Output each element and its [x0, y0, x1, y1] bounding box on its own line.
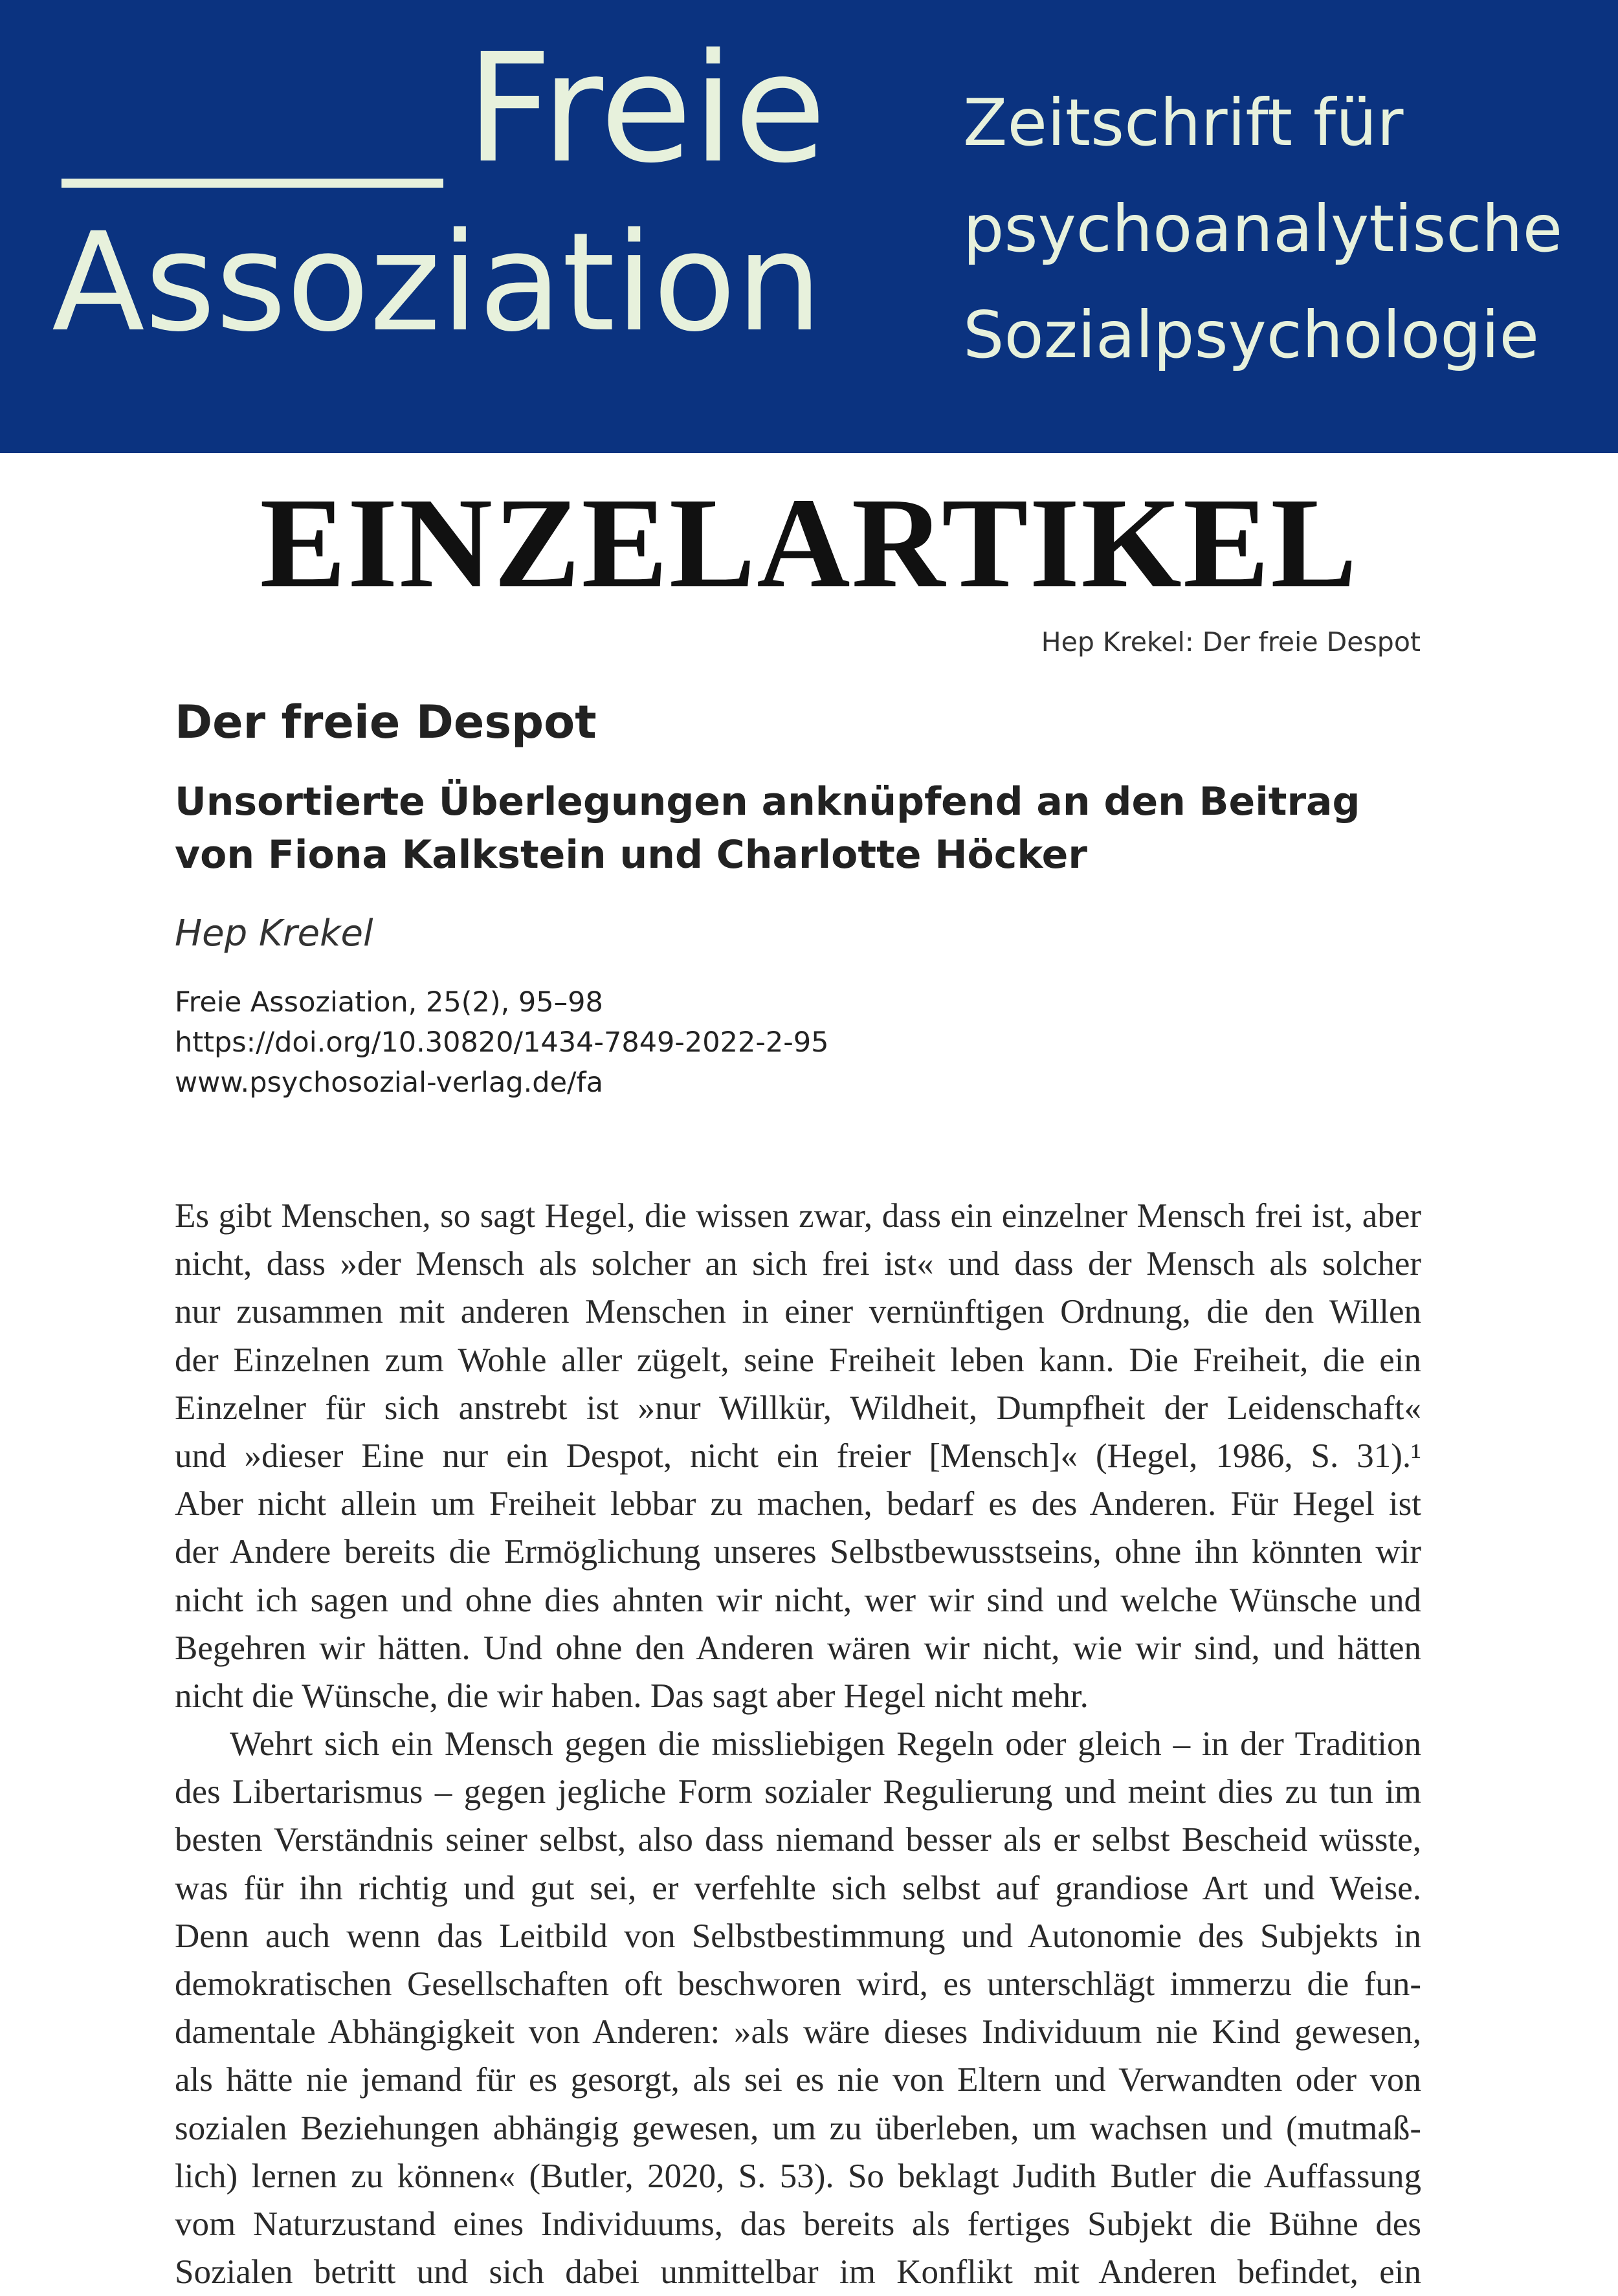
- publisher-link[interactable]: www.psychosozial-verlag.de/fa: [175, 1066, 604, 1099]
- banner-title-assoziation: Assoziation: [52, 203, 823, 362]
- article-subtitle-line: Unsortierte Überlegungen anknüpfend an den Beitrag: [175, 779, 1360, 824]
- body-line: sozialen Beziehungen abhängig gewesen, um zu überleben, um wachsen und (mutmaß-: [175, 2109, 1421, 2147]
- banner-subtitle-line: Sozialpsychologie: [963, 297, 1540, 373]
- body-line: damentale Abhängigkeit von Anderen: »als wäre dieses Individuum nie Kind gewesen,: [175, 2013, 1421, 2051]
- body-line: vom Naturzustand eines Individuums, das bereits als fertiges Subjekt die Bühne des: [175, 2205, 1421, 2243]
- body-line: Es gibt Menschen, so sagt Hegel, die wissen zwar, dass ein einzelner Mensch frei ist, aber: [175, 1197, 1421, 1235]
- body-line: Begehren wir hätten. Und ohne den Anderen wären wir nicht, wie wir sind, und hätten: [175, 1629, 1421, 1667]
- body-line: als hätte nie jemand für es gesorgt, als sei es nie von Eltern und Verwandten oder von: [175, 2061, 1421, 2099]
- banner-subtitle: [963, 70, 1597, 388]
- body-line: Aber nicht allein um Freiheit lebbar zu machen, bedarf es des Anderen. Für Hegel ist: [175, 1485, 1421, 1523]
- body-line: nur zusammen mit anderen Menschen in einer vernünftigen Ordnung, die den Willen: [175, 1293, 1421, 1331]
- body-line: demokratischen Gesellschaften oft beschworen wird, es unterschlägt immerzu die fun-: [175, 1965, 1421, 2003]
- body-line: Einzelner für sich anstrebt ist »nur Willkür, Wildheit, Dumpfheit der Leidenschaft«: [175, 1389, 1421, 1427]
- einzelartikel-heading: EINZELARTIKEL: [260, 472, 1358, 615]
- banner-subtitle-line: Zeitschrift für: [963, 85, 1404, 160]
- body-line: was für ihn richtig und gut sei, er verfehlte sich selbst auf grandiose Art und Weise.: [175, 1869, 1421, 1907]
- body-line: und »dieser Eine nur ein Despot, nicht ein freier [Mensch]« (Hegel, 1986, S. 31).¹: [175, 1437, 1421, 1475]
- journal-banner: [0, 0, 1618, 453]
- doi-link[interactable]: https://doi.org/10.30820/1434-7849-2022-2-95: [175, 1026, 829, 1059]
- body-paragraph-1: [175, 1192, 1421, 1720]
- article-title: Der freie Despot: [175, 696, 597, 749]
- banner-rule: [61, 179, 443, 188]
- citation: Freie Assoziation, 25(2), 95–98: [175, 986, 603, 1019]
- body-line: des Libertarismus – gegen jegliche Form sozialer Regulierung und meint dies zu tun im: [175, 1773, 1421, 1811]
- body-line: der Einzelnen zum Wohle aller zügelt, seine Freiheit leben kann. Die Freiheit, die ein: [175, 1341, 1421, 1379]
- article-author: Hep Krekel: [175, 912, 373, 955]
- running-head: Hep Krekel: Der freie Despot: [1041, 626, 1421, 657]
- article-subtitle: [175, 775, 1360, 881]
- body-line: der Andere bereits die Ermöglichung unseres Selbstbewusstseins, ohne ihn könnten wir: [175, 1533, 1421, 1571]
- body-line: nicht die Wünsche, die wir haben. Das sagt aber Hegel nicht mehr.: [175, 1677, 1089, 1715]
- body-line: nicht ich sagen und ohne dies ahnten wir nicht, wer wir sind und welche Wünsche und: [175, 1581, 1421, 1619]
- body-line: Wehrt sich ein Mensch gegen die missliebigen Regeln oder gleich – in der Tradition: [230, 1725, 1421, 1763]
- banner-title-freie: Freie: [466, 21, 826, 196]
- article-meta: [175, 982, 828, 1103]
- banner-subtitle-line: psychoanalytische: [963, 191, 1563, 267]
- article-subtitle-line: von Fiona Kalkstein und Charlotte Höcker: [175, 832, 1087, 878]
- body-line: nicht, dass »der Mensch als solcher an sich frei ist« und dass der Mensch als solcher: [175, 1245, 1421, 1283]
- body-line: Sozialen betritt und sich dabei unmittelbar im Konflikt mit Anderen befindet, ein: [175, 2253, 1421, 2291]
- body-line: besten Verständnis seiner selbst, also dass niemand besser als er selbst Bescheid wüsste,: [175, 1821, 1421, 1859]
- article-body: [175, 1192, 1421, 2296]
- body-line: lich) lernen zu können« (Butler, 2020, S. 53). So beklagt Judith Butler die Auffassung: [175, 2157, 1421, 2195]
- body-paragraph-2: [175, 1720, 1421, 2296]
- body-line: Denn auch wenn das Leitbild von Selbstbestimmung und Autonomie des Subjekts in: [175, 1917, 1421, 1955]
